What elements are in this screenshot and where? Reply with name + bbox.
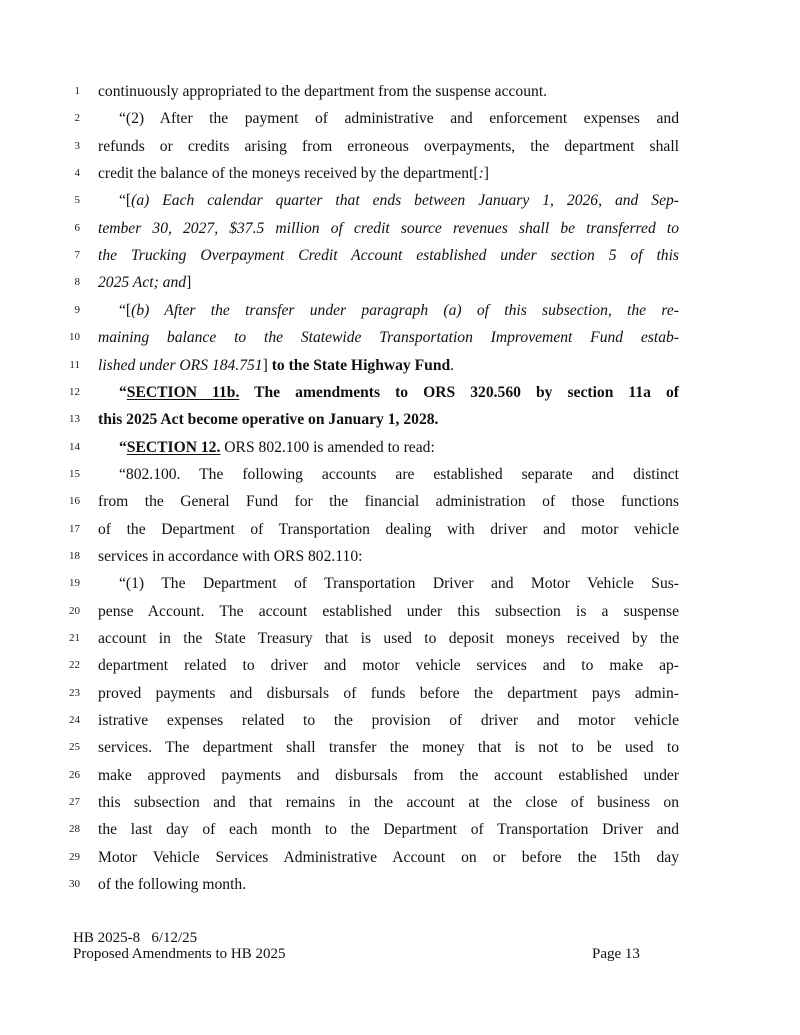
- text-run: the last day of each month to the Department of Transportation Driver and: [98, 821, 679, 839]
- line-number: 29: [69, 850, 80, 863]
- text-run: refunds or credits arising from erroneous overpayments, the department shall: [98, 137, 679, 155]
- text-run: account in the State Treasury that is used to deposit moneys received by the: [98, 630, 679, 647]
- document-line: [0, 598, 800, 625]
- line-text: [98, 379, 679, 406]
- document-line: [0, 461, 800, 488]
- text-run: of the Department of Transportation dealing with driver and motor vehicle: [98, 520, 679, 538]
- document-line: [0, 269, 800, 296]
- line-number: 12: [69, 385, 80, 398]
- text-run: services. The department shall transfer the money that is not to be used to: [98, 739, 679, 757]
- line-text: [98, 269, 679, 296]
- line-text: [98, 324, 679, 351]
- text-run: istrative expenses related to the provision of driver and motor vehicle: [98, 712, 679, 730]
- line-number: 10: [69, 331, 80, 344]
- text-run: “(1) The Department of Transportation Driver and Motor Vehicle Sus-: [119, 575, 679, 593]
- text-run: this subsection and that remains in the account at the close of business on: [98, 794, 679, 812]
- line-text: [98, 297, 679, 324]
- line-number: 27: [69, 796, 80, 809]
- line-number: 19: [69, 577, 80, 590]
- line-number: 3: [74, 139, 80, 152]
- text-run: .: [450, 356, 455, 374]
- line-text: [98, 434, 679, 461]
- text-run: this 2025 Act become operative on January 1, 2028.: [98, 411, 439, 429]
- document-line: [0, 871, 800, 898]
- line-number: 6: [74, 221, 80, 234]
- footer-bill-date: HB 2025-8 6/12/25: [73, 930, 198, 946]
- document-line: [0, 625, 800, 652]
- footer-title: Proposed Amendments to HB 2025: [73, 946, 286, 962]
- document-line: [0, 789, 800, 816]
- document-line: [0, 707, 800, 734]
- line-number: 25: [69, 741, 80, 754]
- line-number: 9: [74, 303, 80, 316]
- text-run: ORS 802.100 is amended to read:: [220, 438, 435, 456]
- line-number: 2: [74, 112, 80, 125]
- text-run: (b) After the transfer under paragraph (a) of this subsection, the re-: [131, 301, 679, 319]
- line-text: [98, 734, 679, 761]
- document-line: [0, 297, 800, 324]
- line-number: 4: [74, 167, 80, 180]
- document-line: [0, 652, 800, 679]
- line-number: 11: [69, 358, 80, 371]
- line-text: [98, 516, 679, 543]
- line-text: [98, 215, 679, 242]
- text-run: services in accordance with ORS 802.110:: [98, 547, 363, 565]
- text-run: ]: [262, 356, 272, 374]
- text-run: credit the balance of the moneys received by the department[: [98, 165, 479, 183]
- line-number: 14: [69, 440, 80, 453]
- text-run: lished under ORS 184.751: [98, 356, 263, 374]
- line-number: 15: [69, 467, 80, 480]
- line-number: 16: [69, 495, 80, 508]
- document-line: [0, 242, 800, 269]
- line-number: 5: [74, 194, 80, 207]
- text-run: 2025 Act; and: [98, 274, 187, 292]
- document-line: [0, 160, 800, 187]
- document-line: [0, 844, 800, 871]
- line-text: [98, 105, 679, 132]
- line-number: 24: [69, 714, 80, 727]
- line-number: 8: [74, 276, 80, 289]
- document-line: [0, 734, 800, 761]
- line-text: [98, 78, 679, 105]
- text-run: “[: [119, 192, 132, 210]
- document-line: [0, 434, 800, 461]
- text-run: SECTION 11b.: [126, 383, 240, 401]
- text-run: tember 30, 2027, $37.5 million of credit source revenues shall be transferred to: [98, 219, 679, 237]
- line-number: 1: [74, 85, 80, 97]
- line-text: [98, 488, 679, 515]
- text-run: “[: [119, 301, 132, 319]
- line-text: [98, 160, 679, 187]
- line-text: [98, 625, 679, 652]
- line-text: [98, 680, 679, 707]
- line-number: 20: [69, 604, 80, 617]
- line-text: [98, 762, 679, 789]
- text-run: pense Account. The account established under this subsection is a suspense: [98, 602, 679, 620]
- line-text: [98, 844, 679, 871]
- document-line: [0, 105, 800, 132]
- line-number: 28: [69, 823, 80, 836]
- line-text: [98, 543, 679, 570]
- text-run: The amendments to ORS 320.560 by section 11a of: [239, 383, 679, 401]
- line-number: 18: [69, 549, 80, 562]
- line-text: [98, 461, 679, 488]
- document-line: [0, 379, 800, 406]
- line-text: [98, 652, 679, 679]
- document-line: [0, 570, 800, 597]
- text-run: to the State Highway Fund: [271, 356, 451, 374]
- text-run: make approved payments and disbursals from the account established under: [98, 766, 679, 784]
- line-number: 23: [69, 686, 80, 699]
- line-number: 26: [69, 768, 80, 781]
- document-line: [0, 488, 800, 515]
- line-text: [98, 598, 679, 625]
- text-run: “: [119, 383, 127, 401]
- line-number: 17: [69, 522, 80, 535]
- text-run: “: [119, 438, 127, 456]
- document-line: [0, 352, 800, 379]
- document-line: [0, 762, 800, 789]
- line-number: 30: [69, 878, 80, 891]
- text-run: continuously appropriated to the department from the suspense account.: [98, 83, 548, 100]
- document-line: [0, 516, 800, 543]
- text-run: SECTION 12.: [126, 438, 221, 456]
- line-text: [98, 816, 679, 843]
- document-line: [0, 543, 800, 570]
- line-text: [98, 871, 679, 898]
- text-run: maining balance to the Statewide Transportation Improvement Fund estab-: [98, 329, 679, 347]
- document-line: [0, 187, 800, 214]
- document-line: [0, 78, 800, 105]
- page-number: Page 13: [592, 946, 640, 962]
- line-number: 22: [69, 659, 80, 672]
- line-number: 21: [69, 632, 80, 644]
- line-text: [98, 352, 679, 379]
- line-text: [98, 406, 679, 433]
- text-run: ]: [186, 274, 192, 292]
- line-text: [98, 187, 679, 214]
- document-line: [0, 215, 800, 242]
- line-text: [98, 707, 679, 734]
- line-number: 13: [69, 413, 80, 426]
- text-run: from the General Fund for the financial administration of those functions: [98, 493, 679, 511]
- text-run: ]: [483, 165, 489, 183]
- document-line: [0, 133, 800, 160]
- text-run: “(2) After the payment of administrative and enforcement expenses and: [119, 110, 679, 128]
- text-run: :: [478, 165, 484, 183]
- text-run: of the following month.: [98, 876, 247, 894]
- text-run: “802.100. The following accounts are established separate and distinct: [119, 465, 679, 483]
- line-text: [98, 242, 679, 269]
- line-number: 7: [74, 249, 80, 262]
- text-run: (a) Each calendar quarter that ends between January 1, 2026, and Sep-: [131, 192, 679, 210]
- text-run: proved payments and disbursals of funds before the department pays admin-: [98, 684, 679, 702]
- document-line: [0, 816, 800, 843]
- line-text: [98, 133, 679, 160]
- text-run: Motor Vehicle Services Administrative Account on or before the 15th day: [98, 848, 679, 866]
- text-run: the Trucking Overpayment Credit Account established under section 5 of this: [98, 247, 679, 265]
- line-text: [98, 570, 679, 597]
- document-line: [0, 680, 800, 707]
- document-line: [0, 406, 800, 433]
- document-line: [0, 324, 800, 351]
- line-text: [98, 789, 679, 816]
- footer: [73, 930, 286, 962]
- text-run: department related to driver and motor vehicle services and to make ap-: [98, 657, 679, 675]
